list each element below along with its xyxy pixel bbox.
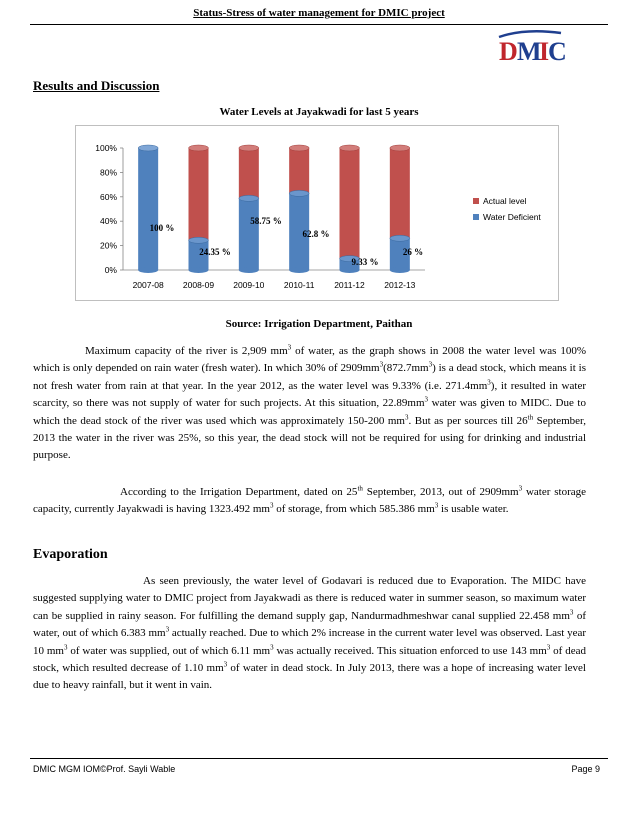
bar-water-deficient-top — [289, 190, 309, 196]
footer-author: DMIC MGM IOM©Prof. Sayli Wable — [33, 764, 176, 774]
svg-text:I: I — [539, 37, 550, 65]
x-tick-label: 2007-08 — [132, 280, 164, 290]
y-tick-label: 100% — [95, 143, 117, 153]
bar-water-deficient-top — [138, 145, 158, 151]
bar-base — [239, 267, 259, 273]
bar-base — [340, 267, 360, 273]
paragraph-max-capacity: Maximum capacity of the river is 2,909 $mm^3$ of water, as the graph shows in 2008 the water level was 100% which is only depended on rain water (fresh water). In which 30% of $2909mm^3(872.7mm^3)$ is a dead stock, which means it is not fresh water from rain at that year. In the year 2012, as the water level was 9.33% (i.e. $271.4mm^3$), it resulted in water scarcity, so there was not supply of water for such projects. At this situation, $22.89mm^3$ water was given to MIDC. Due to which the dead stock of the river was used which was approximately 150-200 $mm^3$. But as per sources till 26th September, 2013 the water in the river was 25%, so this year, the dead stock will not be required for using for drinking and industrial purpose. — [33, 343, 587, 462]
bar-actual-level-top — [340, 145, 360, 151]
bar-base — [138, 267, 158, 273]
page-number: Page 9 — [571, 764, 600, 774]
x-tick-label: 2009-10 — [233, 280, 265, 290]
bar-base — [390, 267, 410, 273]
data-label: 26 % — [402, 247, 424, 257]
data-label: 9.33 % — [351, 257, 379, 267]
y-tick-label: 80% — [99, 167, 117, 178]
bar-actual-level-top — [390, 145, 410, 151]
x-tick-label: 2012-13 — [384, 280, 416, 290]
svg-text:C: C — [548, 37, 567, 65]
bar-base — [289, 267, 309, 273]
data-label: 58.75 % — [250, 216, 282, 226]
data-label: 100 % — [149, 223, 175, 233]
bar-water-deficient — [138, 148, 158, 270]
bar-actual-level — [289, 148, 309, 193]
legend-swatch — [473, 214, 479, 220]
bar-water-deficient-top — [189, 237, 209, 243]
bar-water-deficient-top — [390, 235, 410, 241]
chart-source: Source: Irrigation Department, Paithan — [225, 318, 413, 330]
bar-actual-level-top — [289, 145, 309, 151]
bar-actual-level-top — [239, 145, 259, 151]
bar-actual-level-top — [189, 145, 209, 151]
legend-label: Actual level — [483, 196, 527, 206]
y-tick-label: 20% — [99, 240, 117, 251]
paragraph-irrigation-dept: According to the Irrigation Department, dated on 25th September, 2013, out of $2909mm^3$ water storage capacity, currently Jayakwadi is having 1323.492 $mm^3$ of storage, from which 585.386 $mm^3$ is usable water. — [33, 484, 586, 516]
bar-actual-level — [340, 148, 360, 259]
x-tick-label: 2010-11 — [283, 280, 315, 290]
x-tick-label: 2011-12 — [334, 280, 365, 290]
data-label: 24.35 % — [199, 247, 231, 257]
data-label: 62.8 % — [302, 229, 330, 239]
running-header: Status-Stress of water management for DMIC project — [193, 7, 445, 19]
dmic-logo — [495, 27, 567, 65]
y-tick-label: 0% — [104, 265, 117, 275]
bar-actual-level — [390, 148, 410, 238]
bar-water-deficient — [239, 198, 259, 270]
bar-water-deficient-top — [239, 195, 259, 201]
legend-swatch — [473, 198, 479, 204]
bar-base — [189, 267, 209, 273]
evaporation-heading: Evaporation — [33, 547, 108, 562]
y-tick-label: 40% — [99, 216, 117, 227]
results-heading: Results and Discussion — [33, 78, 160, 93]
header-divider — [30, 24, 608, 25]
footer-divider — [30, 758, 608, 759]
paragraph-evaporation: As seen previously, the water level of Godavari is reduced due to Evaporation. The MIDC have suggested supplying water to DMIC project from Jayakwadi as there is reduced water in summer season, so maximum water can be supplied in rainy season. For fulfilling the demand supply gap, Nandurmadhmeshwar canal supplied 22.458 $mm^3$ of water, out of which 6.383 $mm^3$ actually reached. Due to which 2% increase in the current water level was observed. Last year 10 $mm^3$ of water was supplied, out of which 6.11 $mm^3$ was actually received. This situation enforced to use 143 $mm^3$ of dead stock, which resulted decrease of 1.10 $mm^3$ of water in dead stock. In July 2013, there was a hope of increasing water level due to heavy rainfall, but it went in vain. — [33, 575, 587, 692]
legend-label: Water Deficient — [483, 212, 541, 222]
bar-actual-level — [239, 148, 259, 198]
x-tick-label: 2008-09 — [182, 280, 215, 290]
water-level-chart — [75, 125, 559, 301]
svg-text:D: D — [499, 37, 518, 65]
chart-title: Water Levels at Jayakwadi for last 5 years — [219, 106, 419, 118]
y-tick-label: 60% — [99, 191, 117, 202]
bar-actual-level — [189, 148, 209, 240]
svg-text:M: M — [517, 37, 542, 65]
